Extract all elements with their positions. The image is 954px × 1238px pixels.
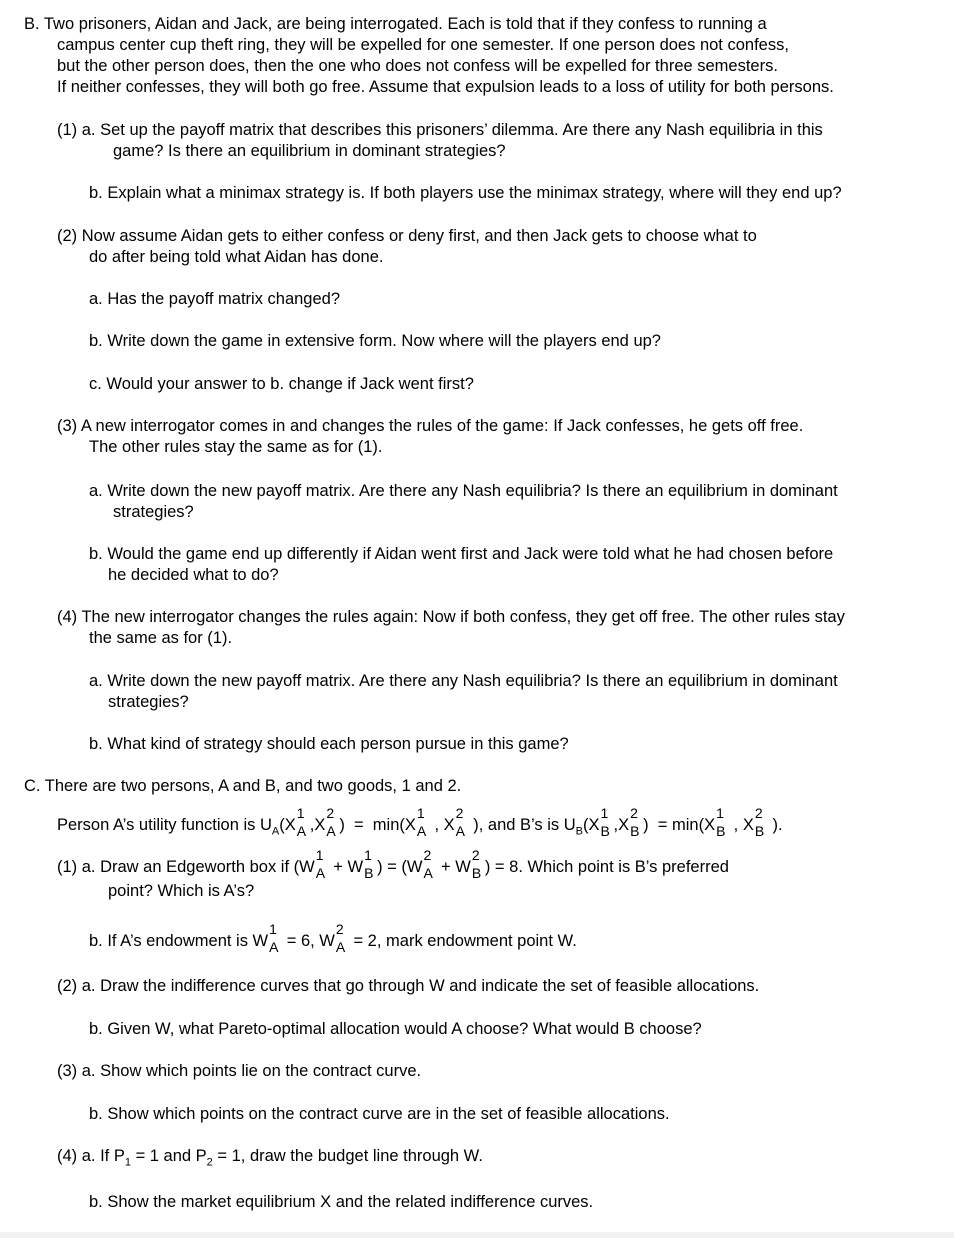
question-4a-line1: a. Write down the new payoff matrix. Are there any Nash equilibria? Is there an equilibrium in dominant — [89, 672, 838, 690]
question-3-line1: (3) A new interrogator comes in and changes the rules of the game: If Jack confesses, he gets off free. — [57, 417, 804, 435]
question-c1b: b. If A’s endowment is W 1 A = 6, W 2 A = 2, mark endowment point W. — [89, 921, 577, 955]
c1a-suffix: ) = 8. Which point is B’s preferred — [484, 858, 729, 876]
question-2b: b. Write down the game in extensive form. Now where will the players end up? — [89, 332, 661, 350]
question-c3a: (3) a. Show which points lie on the contract curve. — [57, 1062, 422, 1080]
question-c1a-line2: point? Which is A’s? — [108, 882, 255, 900]
question-2-line1: (2) Now assume Aidan gets to either confess or deny first, and then Jack gets to choose what to — [57, 227, 757, 245]
question-2-line2: do after being told what Aidan has done. — [89, 248, 384, 266]
c4a-prefix: (4) a. If P — [57, 1147, 125, 1165]
question-2a: a. Has the payoff matrix changed? — [89, 290, 341, 308]
page-bottom-edge — [0, 1232, 954, 1238]
question-3-line2: The other rules stay the same as for (1). — [89, 438, 383, 456]
utility-functions-line: Person A’s utility function is $U_A(X$ 1 A ,X 2 A ) = min(X 1 A , X 2 A ), and B’s is $U_B(X$ 1 B ,X 2 B ) = min(X 1 B , X 2 B ). — [57, 805, 783, 839]
question-c2b: b. Given W, what Pareto-optimal allocation would A choose? What would B choose? — [89, 1020, 702, 1038]
question-3b-line2: he decided what to do? — [108, 566, 279, 584]
question-4a-line2: strategies? — [108, 693, 189, 711]
question-1a-line2: game? Is there an equilibrium in dominant strategies? — [113, 142, 506, 160]
question-c1a-line1: (1) a. Draw an Edgeworth box if (W 1 A + W 1 B ) = (W 2 A + W 2 B ) = 8. Which point is B’s preferred — [57, 847, 729, 881]
c1b-suffix: = 2, mark endowment point W. — [348, 932, 577, 950]
question-c2a: (2) a. Draw the indifference curves that go through W and indicate the set of feasible allocations. — [57, 977, 760, 995]
sectionB-intro-line3: but the other person does, then the one who does not confess will be expelled for three semesters. — [57, 57, 778, 75]
utility-prefix: Person A’s utility function is U — [57, 816, 272, 834]
question-3a-line1: a. Write down the new payoff matrix. Are there any Nash equilibria? Is there an equilibrium in dominant — [89, 482, 838, 500]
question-c3b: b. Show which points on the contract curve are in the set of feasible allocations. — [89, 1105, 670, 1123]
question-1b: b. Explain what a minimax strategy is. If both players use the minimax strategy, where will they end up? — [89, 184, 842, 202]
question-2c: c. Would your answer to b. change if Jack went first? — [89, 375, 474, 393]
sectionC-intro: C. There are two persons, A and B, and two goods, 1 and 2. — [24, 777, 462, 795]
sectionB-intro-line2: campus center cup theft ring, they will be expelled for one semester. If one person does not confess, — [57, 36, 789, 54]
question-1a-line1: (1) a. Set up the payoff matrix that describes this prisoners’ dilemma. Are there any Nash equilibria in this — [57, 121, 823, 139]
question-3b-line1: b. Would the game end up differently if Aidan went first and Jack were told what he had chosen before — [89, 545, 834, 563]
sectionB-intro-line1: B. Two prisoners, Aidan and Jack, are being interrogated. Each is told that if they confess to running a — [24, 15, 767, 33]
c4a-suffix: = 1, draw the budget line through W. — [212, 1147, 483, 1165]
c1b-mid: = 6, W — [282, 932, 335, 950]
c4a-mid: = 1 and P — [130, 1147, 207, 1165]
question-4b: b. What kind of strategy should each person pursue in this game? — [89, 735, 569, 753]
c1b-prefix: b. If A’s endowment is W — [89, 932, 269, 950]
question-c4b: b. Show the market equilibrium X and the related indifference curves. — [89, 1193, 594, 1211]
question-4-line1: (4) The new interrogator changes the rules again: Now if both confess, they get off free. The other rules stay — [57, 608, 845, 626]
question-3a-line2: strategies? — [113, 503, 194, 521]
question-c4a: (4) a. If $P_1 = 1$ and $P_2 = 1$, draw the budget line through W. — [57, 1147, 483, 1169]
c1a-prefix: (1) a. Draw an Edgeworth box if (W — [57, 858, 315, 876]
question-4-line2: the same as for (1). — [89, 629, 233, 647]
sectionB-intro-line4: If neither confesses, they will both go free. Assume that expulsion leads to a loss of utility for both persons. — [57, 78, 834, 96]
utility-mid: ), and B’s is U — [473, 816, 576, 834]
